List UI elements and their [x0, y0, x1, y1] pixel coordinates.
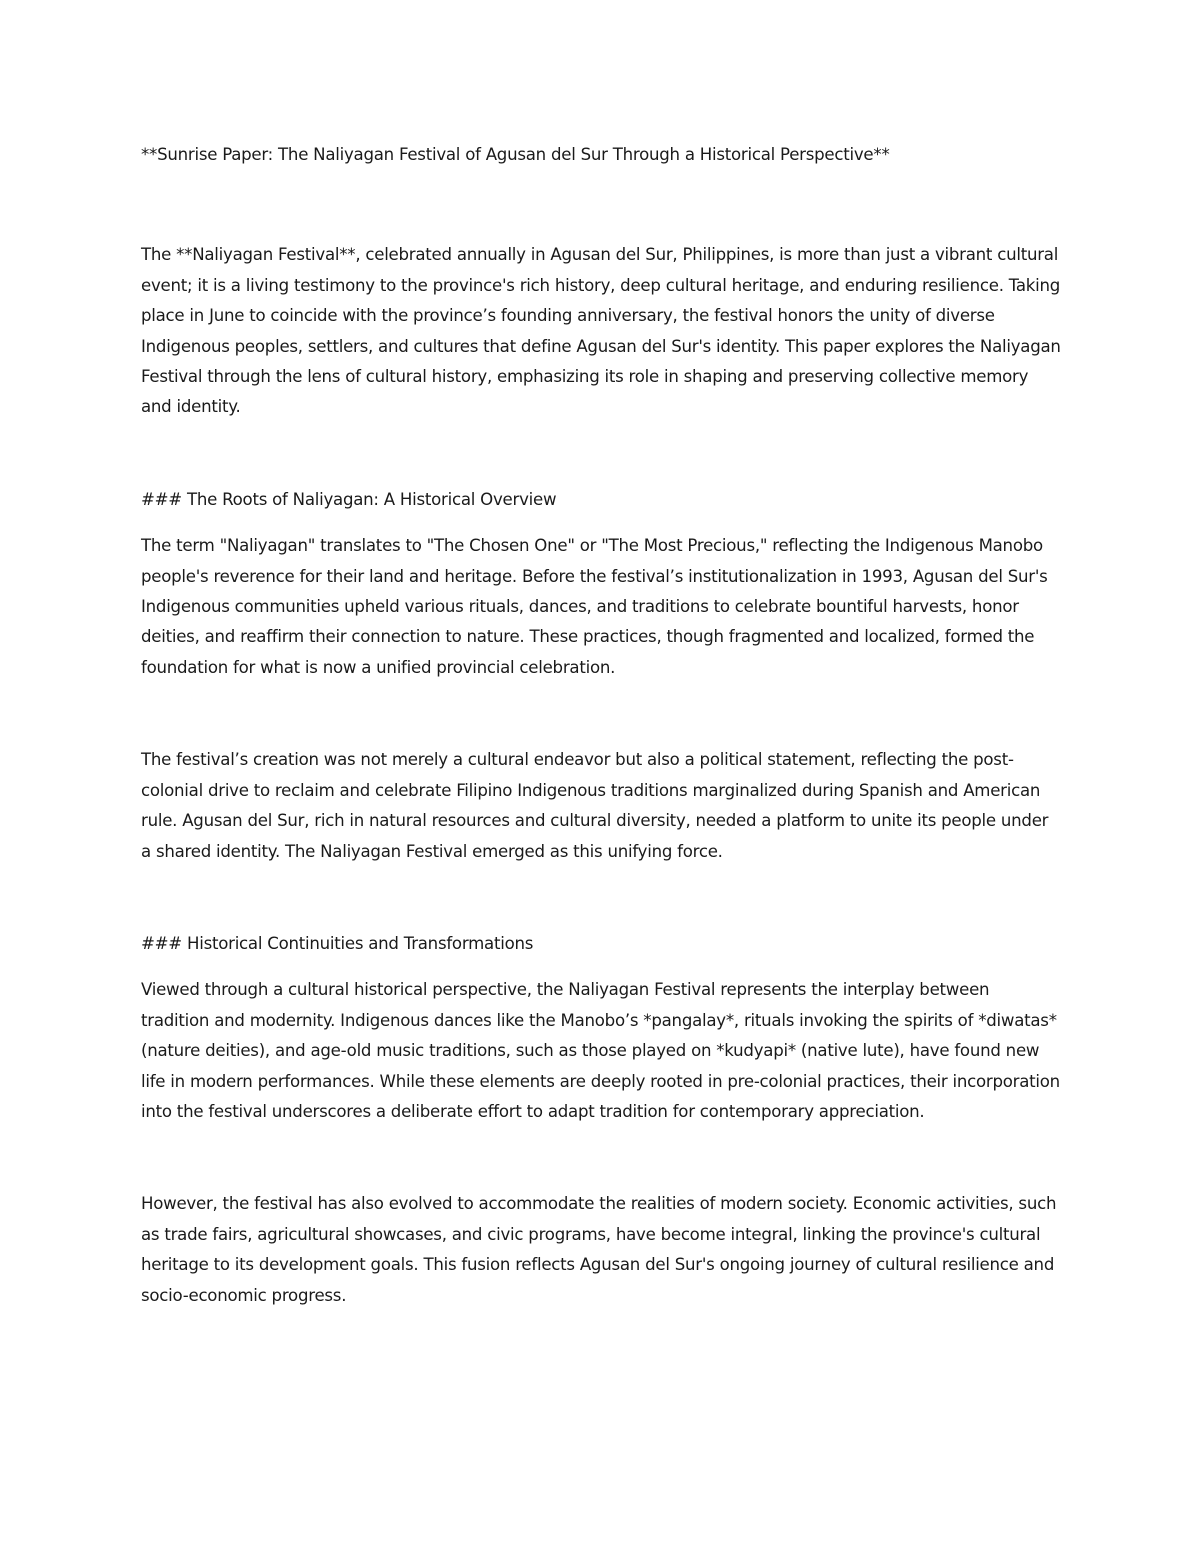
- intro-paragraph: The **Naliyagan Festival**, celebrated annually in Agusan del Sur, Philippines, is more than just a vibrant cultural event; it is a living testimony to the province's rich history, deep cultural heritage, and enduring resilience. Taking place in June to coincide with the province’s founding anniversary, the festival honors the unity of diverse Indigenous peoples, settlers, and cultures that define Agusan del Sur's identity. This paper explores the Naliyagan Festival through the lens of cultural history, emphasizing its role in shaping and preserving collective memory and identity.: [141, 245, 1061, 417]
- document-body: [141, 140, 1061, 1311]
- section-heading-roots: ### The Roots of Naliyagan: A Historical Overview: [141, 489, 557, 509]
- section-heading-continuities: ### Historical Continuities and Transformations: [141, 933, 534, 953]
- paragraph-continuities-1: Viewed through a cultural historical perspective, the Naliyagan Festival represents the interplay between tradition and modernity. Indigenous dances like the Manobo’s *pangalay*, rituals invoking the spirits of *diwatas* (nature deities), and age-old music traditions, such as those played on *kudyapi* (native lute), have found new life in modern performances. While these elements are deeply rooted in pre-colonial practices, their incorporation into the festival underscores a deliberate effort to adapt tradition for contemporary appreciation.: [141, 980, 1060, 1121]
- document-title: **Sunrise Paper: The Naliyagan Festival of Agusan del Sur Through a Historical Perspective**: [141, 145, 890, 164]
- paragraph-roots-2: The festival’s creation was not merely a cultural endeavor but also a political statement, reflecting the post-colonial drive to reclaim and celebrate Filipino Indigenous traditions marginalized during Spanish and American rule. Agusan del Sur, rich in natural resources and cultural diversity, needed a platform to unite its people under a shared identity. The Naliyagan Festival emerged as this unifying force.: [141, 750, 1049, 861]
- paragraph-roots-1: The term "Naliyagan" translates to "The Chosen One" or "The Most Precious," reflecting the Indigenous Manobo people's reverence for their land and heritage. Before the festival’s institutionalization in 1993, Agusan del Sur's Indigenous communities upheld various rituals, dances, and traditions to celebrate bountiful harvests, honor deities, and reaffirm their connection to nature. These practices, though fragmented and localized, formed the foundation for what is now a unified provincial celebration.: [141, 536, 1048, 677]
- paragraph-continuities-2: However, the festival has also evolved to accommodate the realities of modern society. Economic activities, such as trade fairs, agricultural showcases, and civic programs, have become integral, linking the province's cultural heritage to its development goals. This fusion reflects Agusan del Sur's ongoing journey of cultural resilience and socio-economic progress.: [141, 1194, 1057, 1305]
